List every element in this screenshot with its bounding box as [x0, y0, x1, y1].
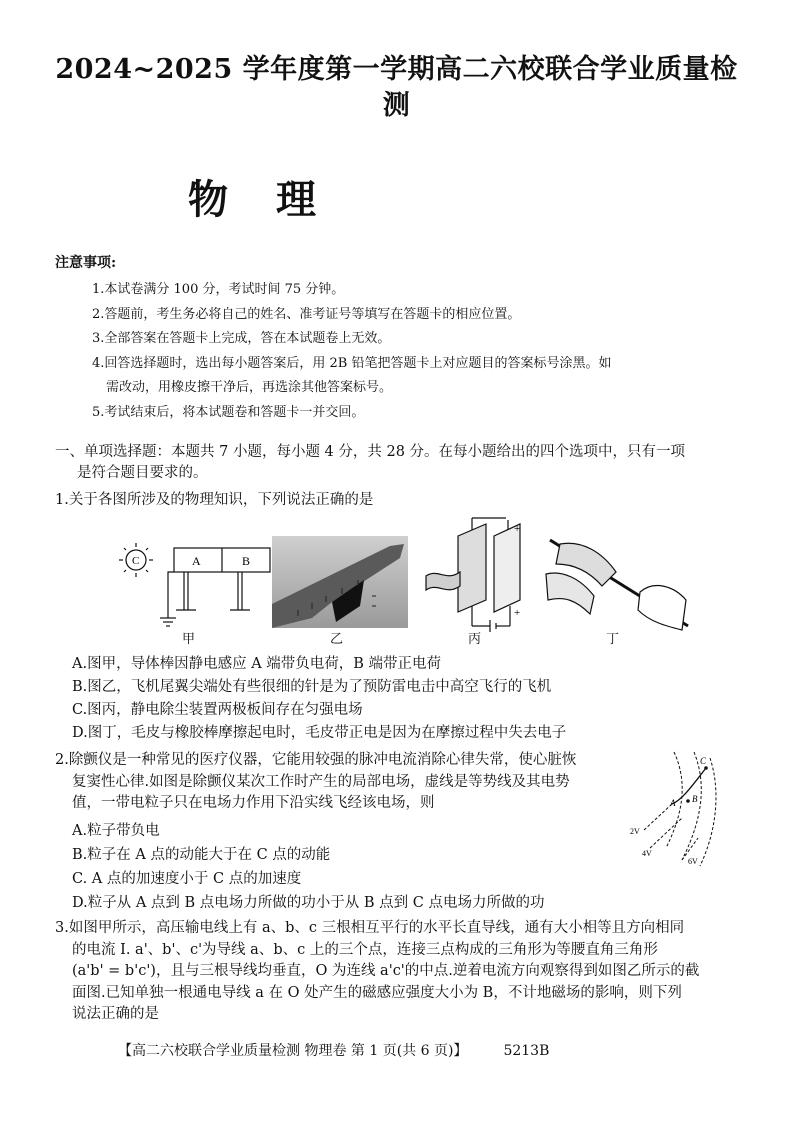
q1-option-d: D.图丁，毛皮与橡胶棒摩擦起电时，毛皮带正电是因为在摩擦过程中失去电子	[72, 725, 567, 741]
exam-title-line2: 测	[382, 90, 411, 121]
notice-item: 1.本试卷满分 100 分，考试时间 75 分钟。	[92, 282, 345, 297]
q1-figure-ding	[542, 530, 692, 642]
section-line2: 是符合题目要求的。	[77, 465, 208, 481]
subject-title: 物理	[188, 176, 364, 223]
q3-stem-line: (a'b' = b'c')，且与三根导线均垂直，O 为连线 a'c'的中点.逆着电流方向观察得到如图乙所示的截	[72, 963, 700, 979]
q1-figure-yi	[272, 536, 408, 628]
q3-stem-line: 说法正确的是	[72, 1006, 159, 1022]
q2-option-a: A.粒子带负电	[72, 823, 160, 839]
svg-text:+: +	[514, 523, 521, 535]
rod-label-a: A	[192, 554, 201, 568]
q1-option-a: A.图甲，导体棒因静电感应 A 端带负电荷，B 端带正电荷	[72, 656, 442, 672]
q3-stem-line: 面图.已知单独一根通电导线 a 在 O 处产生的磁感应强度大小为 B，不计地磁场的影响，则下列	[72, 984, 682, 1001]
q2-option-c: C. A 点的加速度小于 C 点的加速度	[72, 871, 302, 887]
notice-item: 2.答题前，考生务必将自己的姓名、准考证号等填写在答题卡的相应位置。	[92, 306, 521, 322]
q1-stem: 1.关于各图所涉及的物理知识，下列说法正确的是	[55, 492, 374, 508]
q3-stem-line: 的电流 I. a'、b'、c'为导线 a、b、c 上的三个点，连接三点构成的三角形为等腰直角三角形	[72, 941, 658, 958]
q2-stem-line: 复窦性心律.如图是除颤仪某次工作时产生的局部电场，虚线是等势线及其电势	[72, 773, 570, 790]
q1-figure-bing	[424, 516, 532, 636]
section-line1: 一、单项选择题：本题共 7 小题，每小题 4 分，共 28 分。在每小题给出的四个选项中，只有一项	[55, 444, 686, 460]
q2-option-d: D.粒子从 A 点到 B 点电场力所做的功小于从 B 点到 C 点电场力所做的功	[72, 895, 545, 911]
q3-stem	[55, 918, 765, 1026]
potential-label-2v: 2V	[630, 827, 640, 836]
notice-item: 5.考试结束后，将本试题卷和答题卡一并交回。	[92, 404, 365, 420]
notice-item: 4.回答选择题时，选出每小题答案后，用 2B 铅笔把答题卡上对应题目的答案标号涂黑。如	[92, 355, 612, 371]
notice-list	[92, 278, 752, 425]
notice-item: 3.全部答案在答题卡上完成，答在本试题卷上无效。	[92, 331, 391, 346]
point-label-b: B	[692, 794, 698, 804]
fig-label-ding: 丁	[606, 632, 620, 647]
footer-text: 【高二六校联合学业质量检测 物理卷 第 1 页(共 6 页)】	[118, 1043, 468, 1059]
fig-label-jia: 甲	[182, 632, 196, 647]
point-label-c: C	[700, 756, 707, 766]
q2-stem-line: 值，一带电粒子只在电场力作用下沿实线飞经该电场，则	[72, 795, 435, 811]
q2-option-b: B.粒子在 A 点的动能大于在 C 点的动能	[72, 847, 331, 863]
q1-option-c: C.图丙，静电除尘装置两极板间存在匀强电场	[72, 702, 363, 718]
potential-label-6v: 6V	[688, 857, 698, 866]
rod-label-b: B	[242, 554, 251, 568]
q2-figure	[626, 748, 726, 868]
q2-stem	[55, 750, 635, 815]
q2-stem-line: 2.除颤仪是一种常见的医疗仪器，它能用较强的脉冲电流消除心律失常，使心脏恢	[55, 752, 577, 768]
page-footer	[118, 1040, 549, 1060]
svg-text:+: +	[514, 607, 521, 619]
potential-label-4v: 4V	[642, 849, 652, 858]
notice-item: 需改动，用橡皮擦干净后，再选涂其他答案标号。	[106, 380, 393, 395]
footer-code: 5213B	[503, 1043, 550, 1059]
fig-label-bing: 丙	[468, 632, 482, 647]
fig-label-yi: 乙	[330, 632, 344, 647]
q3-stem-line: 3.如图甲所示，高压输电线上有 a、b、c 三根相互平行的水平长直导线，通有大小相等且方向相同	[55, 920, 685, 936]
exam-title-line1: 2024~2025 学年度第一学期高二六校联合学业质量检	[55, 54, 738, 85]
point-label-a: A	[670, 798, 676, 808]
notice-title: 注意事项:	[55, 255, 117, 271]
section-heading	[55, 442, 755, 484]
q1-figure-jia	[112, 538, 272, 638]
charge-label-c: C	[132, 555, 140, 567]
exam-title	[40, 52, 753, 124]
q1-option-b: B.图乙，飞机尾翼尖端处有些很细的针是为了预防雷电击中高空飞行的飞机	[72, 679, 552, 695]
